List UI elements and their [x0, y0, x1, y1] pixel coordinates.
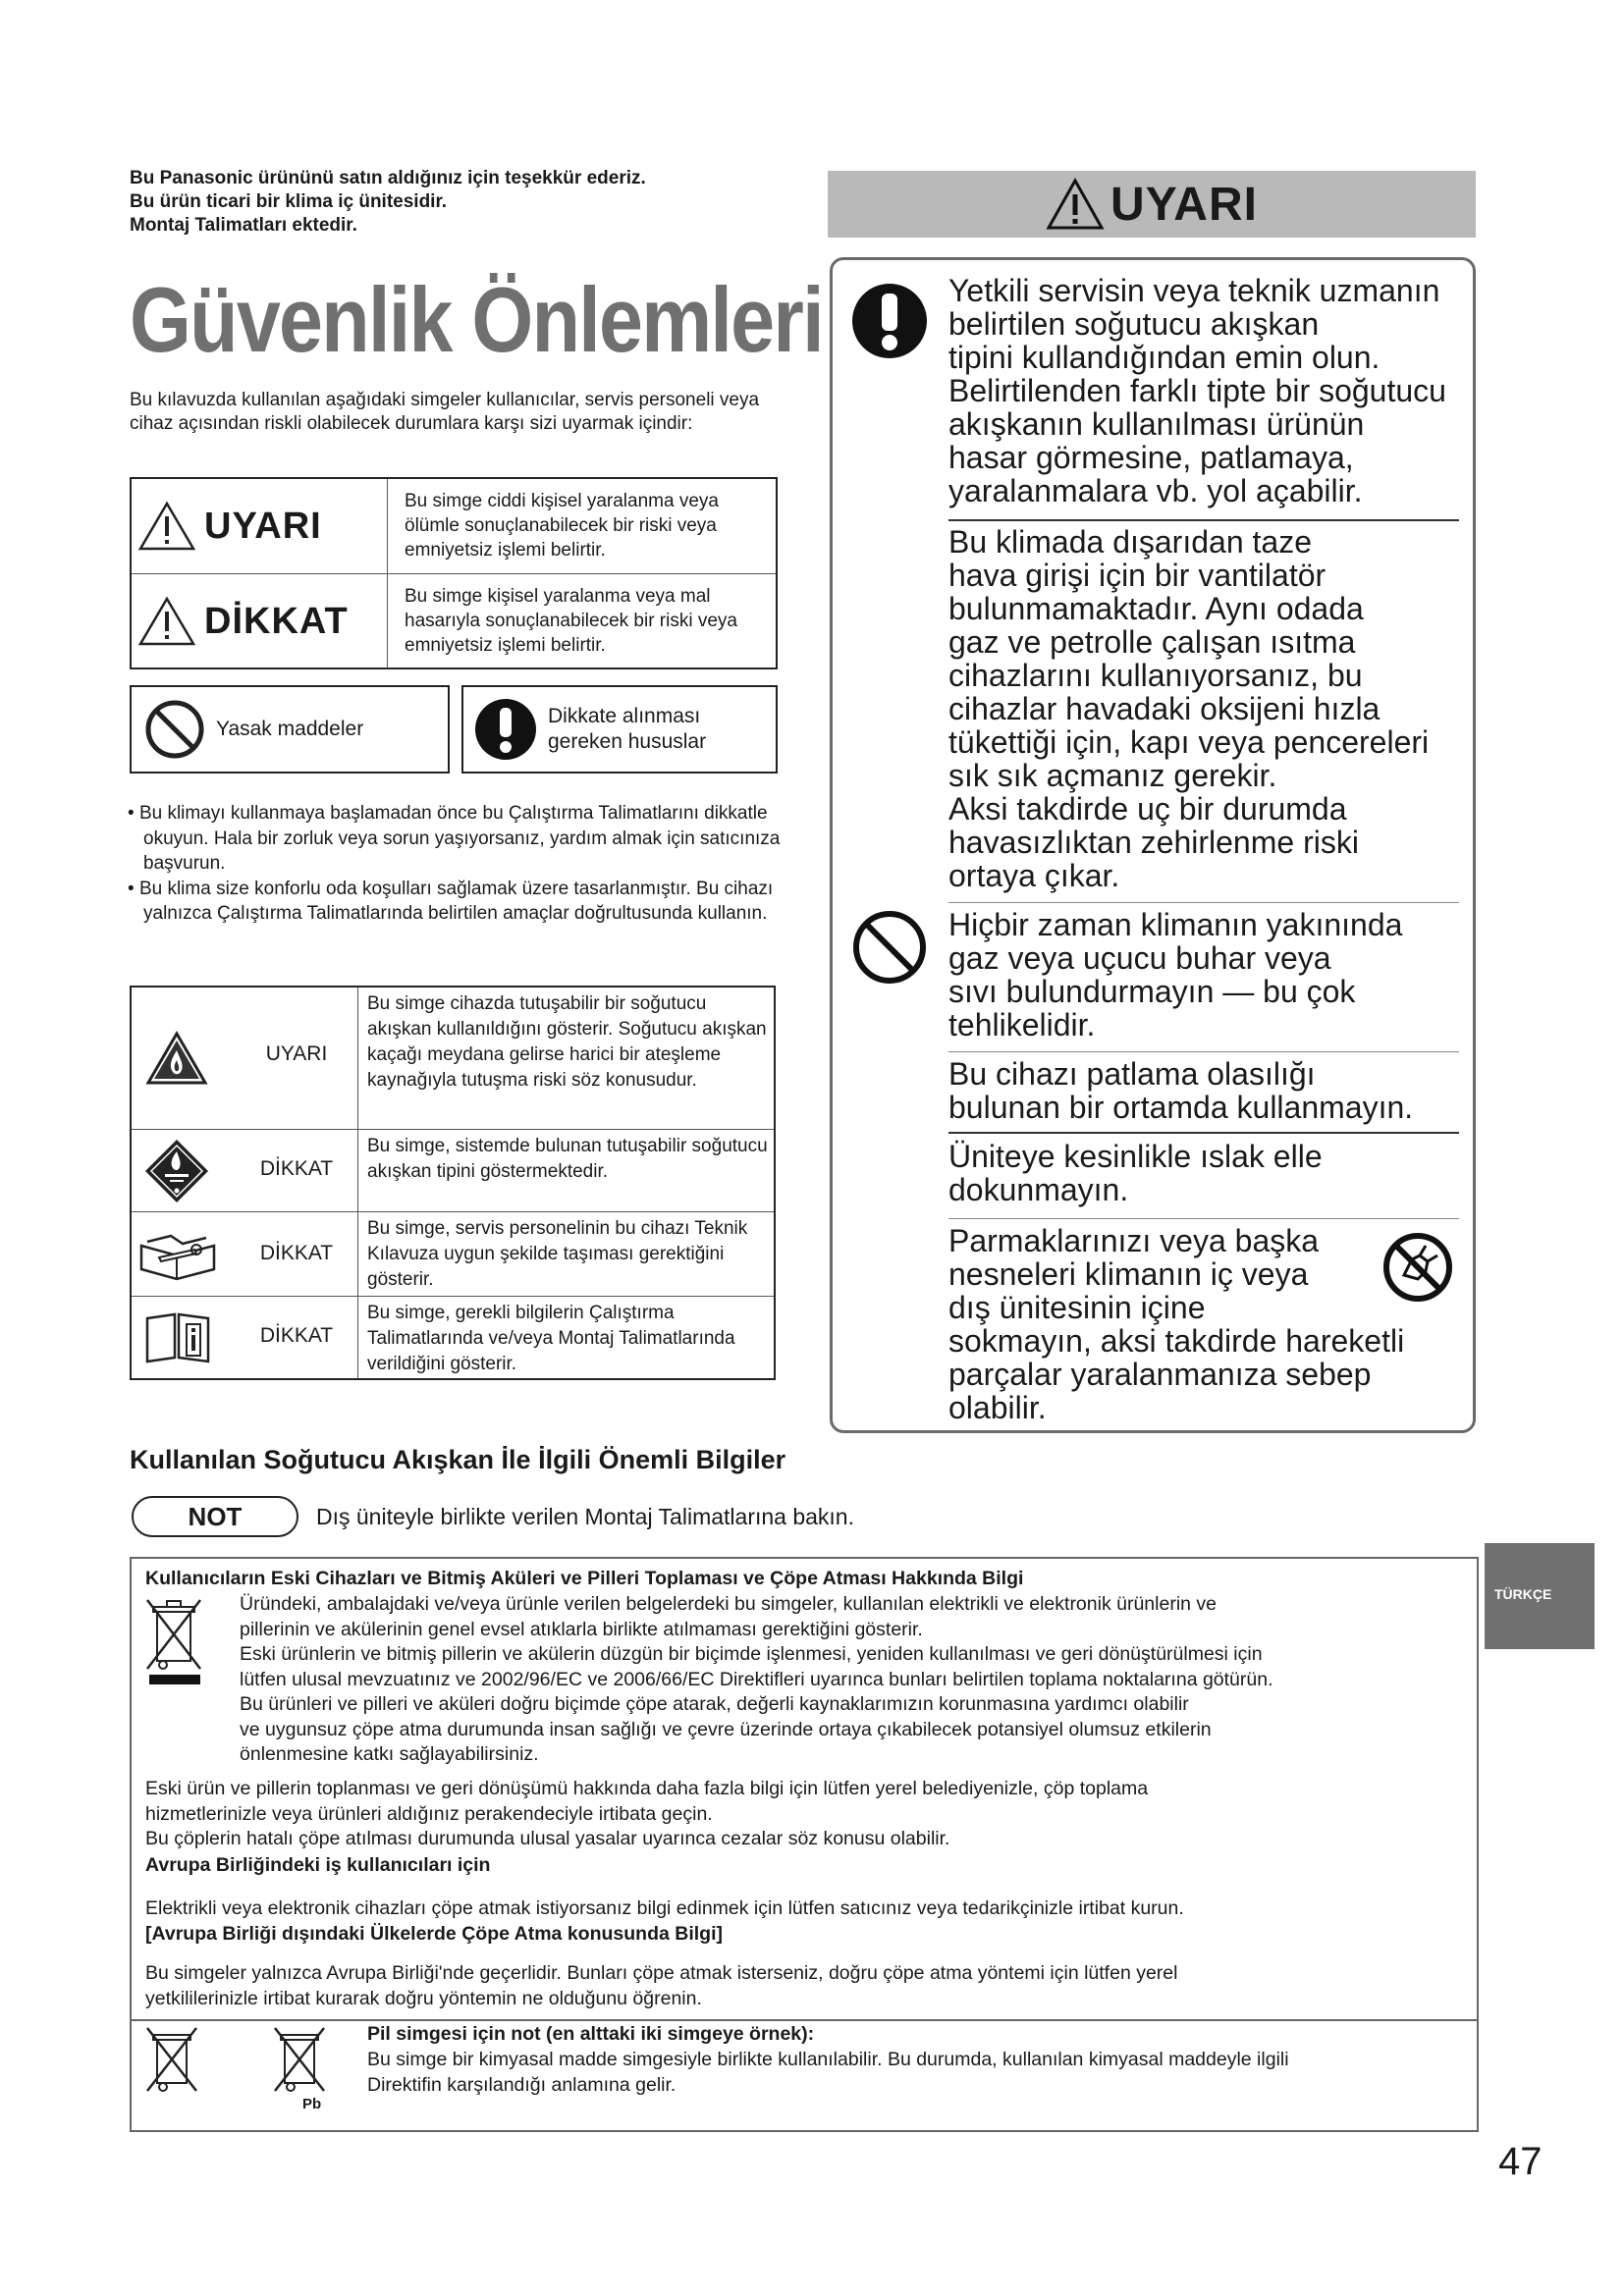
row-text: Bu simge, gerekli bilgilerin Çalıştırma Talimatlarında ve/veya Montaj Talimatlarında verildiğini gösterir.	[367, 1303, 735, 1374]
warning-banner-label: UYARI	[1110, 178, 1258, 231]
prohibited-icon	[143, 698, 206, 761]
crossed-bin-icon	[145, 1598, 204, 1688]
caution-triangle-icon	[137, 596, 196, 647]
warning-box	[830, 257, 1476, 1433]
list-item: • Bu klimayı kullanmaya başlamadan önce bu Çalıştırma Talimatlarını dikkatle okuyun. Hala bir zorluk veya sorun yaşıyorsanız, yardım almak için satıcınıza başvurun.	[128, 803, 781, 874]
flammable-gas-diamond-icon	[143, 1138, 210, 1204]
symbol-text: Bu simge ciddi kişisel yaralanma veya ölümle sonuçlanabilecek bir riski veya emniyetsiz işlemi belirtir.	[405, 491, 719, 561]
prohibited-label: Yasak maddeler	[216, 718, 364, 740]
table-row	[132, 1129, 774, 1212]
crossed-bin-pb-icon	[273, 2026, 328, 2097]
intro-text: Bu Panasonic ürününü satın aldığınız için teşekkür ederiz. Bu ürün ticari bir klima iç ünitesidir. Montaj Talimatları ektedir.	[130, 168, 646, 236]
non-eu-text: Bu simgeler yalnızca Avrupa Birliği'nde geçerlidir. Bunları çöpe atmak isterseniz, doğru çöpe atma yöntemi için lütfen yerel yetkililerinizle irtibat kurarak doğru yöntemin ne olduğunu öğrenin.	[145, 1962, 1178, 2009]
page-number: 47	[1498, 2140, 1543, 2183]
attention-box	[461, 685, 778, 774]
symbol-row-warning	[132, 479, 776, 573]
symbol-label: DİKKAT	[204, 600, 349, 642]
service-manual-icon	[137, 1228, 220, 1281]
prohibited-icon	[850, 908, 929, 987]
exclamation-icon	[850, 282, 929, 360]
table-row	[132, 988, 774, 1129]
symbol-table	[130, 477, 778, 669]
row-label: UYARI	[265, 1042, 328, 1065]
table-row	[132, 1296, 774, 1379]
row-label: DİKKAT	[259, 1157, 334, 1180]
non-eu-heading: [Avrupa Birliği dışındaki Ülkelerde Çöpe Atma konusunda Bilgi]	[145, 1923, 723, 1945]
attention-label: Dikkate alınması gereken hususlar	[548, 705, 707, 753]
symbol-text: Bu simge kişisel yaralanma veya mal hasarıyla sonuçlanabilecek bir riski veya emniyetsiz işlemi belirtir.	[405, 586, 737, 656]
warning-paragraph-refrigerant: Yetkili servisin veya teknik uzmanın belirtilen soğutucu akışkan tipini kullandığından emin olun. Belirtilenden farklı tipte bir soğutucu akışkanın kullanılması ürünün hasar görmesine, patlamaya, yaralanmalara vb. yol açabilir.	[948, 273, 1446, 508]
refrigerant-heading: Kullanılan Soğutucu Akışkan İle İlgili Önemli Bilgiler	[130, 1445, 786, 1474]
warning-paragraph-wet-hands: Üniteye kesinlikle ıslak elle dokunmayın.	[948, 1139, 1323, 1207]
row-label: DİKKAT	[259, 1324, 334, 1347]
crossed-bin-icon	[145, 2026, 200, 2097]
exclamation-icon	[473, 697, 538, 762]
table-row	[132, 1211, 774, 1297]
page-title: Güvenlik Önlemleri	[130, 268, 823, 371]
description: Bu kılavuzda kullanılan aşağıdaki simgeler kullanıcılar, servis personeli veya cihaz açısından riskli olabilecek durumlara karşı sizi uyarmak içindir:	[130, 390, 760, 434]
bullet-list	[128, 801, 785, 927]
warning-paragraph-gas: Hiçbir zaman klimanın yakınında gaz veya uçucu buhar veya sıvı bulundurmayın — bu çok tehlikelidir.	[948, 907, 1403, 1042]
row-text: Bu simge, sistemde bulunan tutuşabilir soğutucu akışkan tipini göstermektedir.	[367, 1136, 768, 1182]
warning-paragraph-ventilation: Bu klimada dışarıdan taze hava girişi için bir vantilatör bulunmamaktadır. Aynı odada gaz ve petrolle çalışan ısıtma cihazlarını kullanıyorsanız, bu cihazlar havadaki oksijeni hızla tükettiği için, kapı veya pencereleri sık sık açmanız gerekir. Aksi takdirde uç bir durumda havasızlıktan zehirlenme riski ortaya çıkar.	[948, 524, 1430, 893]
disposal-heading: Kullanıcıların Eski Cihazları ve Bitmiş Aküleri ve Pilleri Toplaması ve Çöpe Atması Hakkında Bilgi	[145, 1568, 1024, 1589]
symbol-row-caution	[132, 573, 776, 668]
eu-users-heading: Avrupa Birliğindeki iş kullanıcıları için	[145, 1854, 491, 1876]
note-text: Dış üniteyle birlikte verilen Montaj Talimatlarına bakın.	[316, 1504, 854, 1529]
disposal-paragraph-2: Eski ürün ve pillerin toplanması ve geri dönüşümü hakkında daha fazla bilgi için lütfen yerel belediyenizle, çöp toplama hizmetlerinizle veya ürünleri aldığınız perakendeciyle irtibata geçin. Bu çöplerin hatalı çöpe atılması durumunda ulusal yasalar uyarınca cezalar söz konusu olabilir.	[145, 1778, 1149, 1849]
warning-paragraph-moving-parts: Parmaklarınızı veya başka nesneleri klimanın iç veya dış ünitesinin içine sokmayın, aksi takdirde hareketli parçalar yaralanmanıza sebep olabilir.	[948, 1223, 1405, 1425]
no-finger-insertion-icon	[1382, 1232, 1453, 1303]
refrigerant-symbol-table	[130, 986, 776, 1380]
flammable-warning-icon	[145, 1031, 208, 1086]
row-text: Bu simge cihazda tutuşabilir bir soğutucu akışkan kullanıldığını gösterir. Soğutucu akışkan kaçağı meydana gelirse harici bir ateşleme kaynağıyla tutuşma riski söz konusudur.	[367, 993, 767, 1091]
language-tab-label: TÜRKÇE	[1494, 1586, 1552, 1602]
disposal-paragraph-1: Üründeki, ambalajdaki ve/veya ürünle verilen belgelerdeki bu simgeler, kullanılan elektrikli ve elektronik ürünlerin ve pillerinin ve akülerinin genel evsel atıklarla birlikte atılmaması gerektiğini gösterir. Eski ürünlerin ve bitmiş pillerin ve akülerin düzgün bir biçimde işlenmesi, yeniden kullanılması ve geri dönüştürülmesi için lütfen ulusal mevzuatınız ve 2002/96/EC ve 2006/66/EC Direktifleri uyarınca bunları belirtilen toplama noktalarına götürün. Bu ürünleri ve pilleri ve aküleri doğru biçimde çöpe atarak, değerli kaynaklarımızın korunmasına yardımcı olabilir ve uygunsuz çöpe atma durumunda insan sağlığı ve çevre üzerinde ortaya çıkabilecek potansiyel olumsuz etkilerin önlenmesine katkı sağlayabilirsiniz.	[240, 1593, 1273, 1765]
prohibited-box	[130, 685, 450, 774]
warning-paragraph-explosion: Bu cihazı patlama olasılığı bulunan bir ortamda kullanmayın.	[948, 1056, 1414, 1125]
instruction-manual-icon	[143, 1310, 212, 1363]
note-badge: NOT	[132, 1496, 298, 1537]
list-item: • Bu klima size konforlu oda koşulları sağlamak üzere tasarlanmıştır. Bu cihazı yalnızca Çalıştırma Talimatlarında belirtilen amaçlar doğrultusunda kullanın.	[128, 878, 774, 924]
warning-triangle-icon	[1046, 178, 1105, 231]
battery-heading: Pil simgesi için not (en alttaki iki simgeye örnek):	[367, 2023, 815, 2045]
language-tab	[1485, 1543, 1595, 1649]
row-label: DİKKAT	[259, 1242, 334, 1264]
row-text: Bu simge, servis personelinin bu cihazı Teknik Kılavuza uygun şekilde taşıması gerektiğini gösterir.	[367, 1218, 748, 1290]
disposal-info-box	[130, 1557, 1479, 2132]
warning-triangle-icon	[137, 501, 196, 552]
pb-label: Pb	[302, 2096, 322, 2112]
symbol-label: UYARI	[204, 505, 322, 547]
battery-text: Bu simge bir kimyasal madde simgesiyle birlikte kullanılabilir. Bu durumda, kullanılan kimyasal maddeyle ilgili Direktifin karşılandığı anlamına gelir.	[367, 2049, 1289, 2096]
warning-banner	[828, 171, 1476, 238]
eu-users-text: Elektrikli veya elektronik cihazları çöpe atmak istiyorsanız bilgi edinmek için lütfen satıcınız veya tedarikçinizle irtibat kurun.	[145, 1897, 1184, 1919]
